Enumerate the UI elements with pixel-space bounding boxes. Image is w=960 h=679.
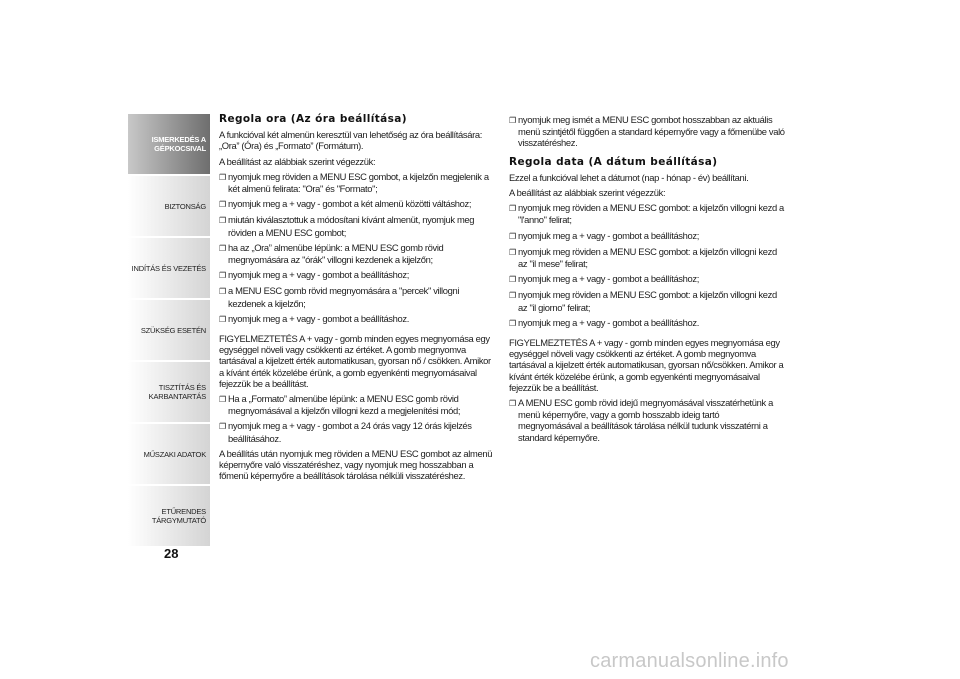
list-item: ❐ nyomjuk meg a + vagy - gombot a 24 órás vagy 12 órás kijelzés beállításához. (219, 420, 472, 444)
closing-text: A beállítás után nyomjuk meg röviden a MENU ESC gombot az almenü képernyőre való visszatéréshez, vagy nyomjuk meg hosszabban a főmenü képernyőre a beállítások tárolása nélküli visszatéréshez. (219, 447, 493, 482)
list-item: ❐ nyomjuk meg a + vagy - gombot a beállításhoz; (219, 269, 409, 281)
bullet-icon: ❐ (509, 204, 516, 214)
list-item: ❐ miután kiválasztottuk a módosítani kívánt almenüt, nyomjuk meg röviden a MENU ESC gombot; (219, 214, 475, 238)
list-item: ❐ nyomjuk meg a + vagy - gombot a beállításhoz; (509, 229, 699, 241)
left-column (219, 114, 493, 485)
list-item: ❐ nyomjuk meg ismét a MENU ESC gombot hosszabban az aktuális menü szintjétől függően a standard képernyőre vagy a főmenübe való visszatéréshez. (509, 114, 785, 149)
bullet-icon: ❐ (509, 275, 516, 285)
intro-text: A funkcióval két almenün keresztül van lehetőség az óra beállítására: „Ora” (Óra) és „Formato” (Formátum). (219, 129, 482, 152)
bullet-icon: ❐ (219, 172, 226, 182)
bullet-icon: ❐ (219, 395, 226, 405)
tab-targymutato[interactable]: ETŰRENDES TÁRGYMUTATÓ (128, 486, 210, 548)
intro-text: A beállítást az alábbiak szerint végezzük: (509, 187, 666, 199)
section-title-ora: Regola ora (Az óra beállítása) (219, 113, 407, 125)
bullet-icon: ❐ (219, 271, 226, 281)
bullet-icon: ❐ (509, 247, 516, 257)
warning-text: FIGYELMEZTETÉS A + vagy - gomb minden egyes megnyomása egy egységgel növeli vagy csökkenti az értéket. A gomb megnyomva tartásával a kijelzett érték automatikusan, gyorsan nő/csökken. Amikor a kívánt érték közelébe érünk, a gomb egyenkénti megnyomásaival fejezzük be a beállítást. (509, 337, 784, 393)
section-title-data: Regola data (A dátum beállítása) (509, 155, 718, 168)
list-item: ❐ nyomjuk meg röviden a MENU ESC gombot, a kijelzőn megjelenik a két almenü felirata: "Ora" és "Formato"; (219, 170, 489, 195)
tab-inditas[interactable]: INDÍTÁS ÉS VEZETÉS (128, 238, 210, 300)
right-column (509, 114, 785, 447)
page-number: 28 (164, 546, 179, 561)
list-item: ❐ nyomjuk meg röviden a MENU ESC gombot: a kijelzőn villogni kezd az "il giorno" felirat; (509, 289, 777, 313)
tab-ismerkedes[interactable]: ISMERKEDÉS A GÉPKOCSIVAL (128, 114, 210, 176)
bullet-list (219, 171, 493, 325)
intro-text: Ezzel a funkcióval lehet a dátumot (nap - hónap - év) beállítani. (509, 171, 749, 183)
bullet-icon: ❐ (509, 116, 516, 125)
bullet-icon: ❐ (219, 216, 226, 226)
list-item: ❐ ha az „Ora” almenübe lépünk: a MENU ESC gomb rövid megnyomására az "órák" villogni kezdenek a kijelzőn; (219, 241, 444, 266)
list-item: ❐ nyomjuk meg a + vagy - gombot a beállításhoz; (509, 273, 699, 285)
tab-szukseg[interactable]: SZÜKSÉG ESETÉN (128, 300, 210, 362)
bullet-icon: ❐ (219, 200, 226, 210)
bullet-icon: ❐ (509, 399, 516, 409)
list-item: ❐ nyomjuk meg a + vagy - gombot a két almenü közötti váltáshoz; (219, 198, 472, 210)
bullet-list (509, 397, 785, 443)
list-item: ❐ nyomjuk meg a + vagy - gombot a beállításhoz. (219, 312, 409, 324)
list-item: ❐ A MENU ESC gomb rövid idejű megnyomásával visszatérhetünk a menü képernyőre, vagy a gomb hosszabb ideig tartó megnyomásával a beállítások tárolása nélkül tudunk visszatérni a standard képernyőre. (509, 397, 773, 443)
list-item: ❐ a MENU ESC gomb rövid megnyomására a "percek" villogni kezdenek a kijelzőn; (219, 285, 460, 309)
bullet-list (219, 393, 493, 444)
bullet-icon: ❐ (219, 287, 226, 297)
bullet-icon: ❐ (219, 422, 226, 432)
warning-text: FIGYELMEZTETÉS A + vagy - gomb minden egyes megnyomása egy egységgel növeli vagy csökkenti az értéket. A gomb megnyomva tartásával a kijelzett érték automatikusan, gyorsan nő / csökken. Amikor a kívánt érték közelébe érünk, a gomb egyenkénti megnyomásaival fejezzük be a beállítást. (219, 333, 491, 389)
bullet-icon: ❐ (509, 291, 516, 301)
chapter-tabs (128, 114, 210, 548)
tab-biztonsag[interactable]: BIZTONSÁG (128, 176, 210, 238)
bullet-list (509, 202, 785, 329)
list-item: ❐ Ha a „Formato” almenübe lépünk: a MENU ESC gomb rövid megnyomásával a kijelzőn villogni kezd a megjelenítési mód; (219, 393, 461, 417)
tab-muszaki[interactable]: MŰSZAKI ADATOK (128, 424, 210, 486)
bullet-icon: ❐ (219, 243, 226, 253)
bullet-icon: ❐ (509, 318, 516, 328)
list-item: ❐ nyomjuk meg a + vagy - gombot a beállításhoz. (509, 316, 699, 328)
intro-text: A beállítást az alábbiak szerint végezzük: (219, 155, 376, 167)
bullet-icon: ❐ (509, 231, 516, 241)
bullet-icon: ❐ (219, 314, 226, 324)
list-item: ❐ nyomjuk meg röviden a MENU ESC gombot: a kijelzőn villogni kezd a "l'anno" felirat; (509, 202, 784, 226)
tab-tisztitas[interactable]: TISZTÍTÁS ÉS KARBANTARTÁS (128, 362, 210, 424)
list-item: ❐ nyomjuk meg röviden a MENU ESC gombot: a kijelzőn villogni kezd az "il mese" felirat; (509, 245, 777, 270)
watermark: carmanualsonline.info (590, 650, 789, 672)
